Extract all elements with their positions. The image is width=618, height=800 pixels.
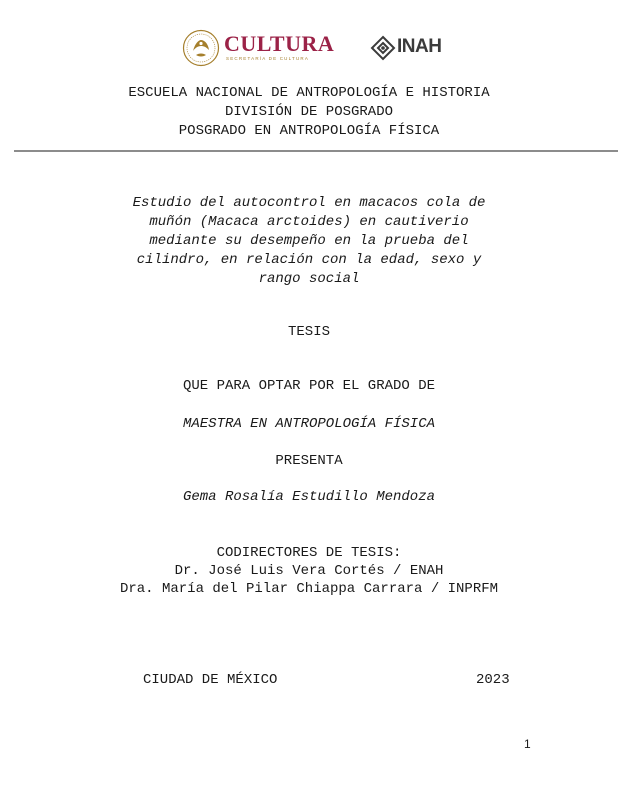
division-name: DIVISIÓN DE POSGRADO — [224, 104, 394, 120]
logos-header — [0, 28, 618, 68]
page-number: 1 — [524, 737, 531, 751]
tesis-label: TESIS — [287, 324, 330, 340]
inah-wordmark: INAH — [397, 36, 442, 57]
degree-name: MAESTRA EN ANTROPOLOGÍA FÍSICA — [182, 416, 436, 432]
codirector-1: Dr. José Luis Vera Cortés / ENAH — [174, 563, 444, 579]
city-label: CIUDAD DE MÉXICO — [143, 672, 278, 688]
header-divider — [14, 150, 618, 152]
title-line: cilindro, en relación con la edad, sexo y — [136, 252, 482, 268]
title-line: rango social — [258, 271, 360, 287]
year-label: 2023 — [476, 672, 510, 688]
school-name: ESCUELA NACIONAL DE ANTROPOLOGÍA E HISTORIA — [128, 85, 490, 101]
thesis-title — [0, 194, 618, 289]
program-name: POSGRADO EN ANTROPOLOGÍA FÍSICA — [178, 123, 440, 139]
codirectors-heading: CODIRECTORES DE TESIS: — [216, 545, 402, 561]
codirector-2: Dra. María del Pilar Chiappa Carrara / INPRFM — [119, 581, 499, 597]
title-line: mediante su desempeño en la prueba del — [149, 233, 469, 249]
eagle-seal-icon — [182, 29, 220, 67]
cultura-subtitle: SECRETARÍA DE CULTURA — [226, 56, 310, 61]
cultura-wordmark: CULTURA — [224, 31, 335, 56]
inah-emblem-icon — [370, 35, 396, 61]
author-name: Gema Rosalía Estudillo Mendoza — [182, 489, 436, 505]
title-line: muñón (Macaca arctoides) en cautiverio — [149, 214, 469, 230]
degree-intro: QUE PARA OPTAR POR EL GRADO DE — [182, 378, 436, 394]
presenta-label: PRESENTA — [275, 453, 343, 469]
title-line: Estudio del autocontrol en macacos cola de — [132, 195, 486, 211]
